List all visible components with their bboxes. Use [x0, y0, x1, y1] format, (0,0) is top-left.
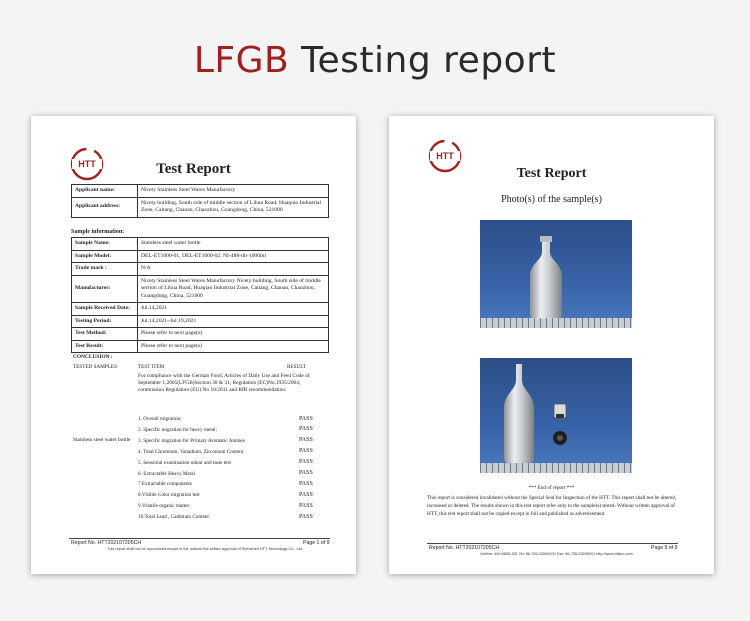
- footer-notice: This report shall not be reproduced except in full, without the written approval of Shenzhen HTT Technology Co., Ltd.: [107, 547, 303, 551]
- field-value: Nicety Stainless Steel Wares Manufactory Nicety building, South side of middle section of Lihua Road, Huaqiao Industrial Zone, Caitang, Chaoan, Chaozhou, Guangdong, China, 521000: [138, 275, 329, 303]
- test-item-name: 1. Overall migration;: [138, 416, 182, 422]
- table-row: [72, 328, 329, 341]
- field-key: Trade mark :: [72, 263, 138, 276]
- field-key: Sample Name:: [72, 238, 138, 251]
- table-row: [72, 315, 329, 328]
- sample-photo-1: [480, 220, 632, 328]
- measurement-ruler: [480, 318, 632, 328]
- field-value: Please refer to next page(s): [138, 328, 329, 341]
- footer-divider: [427, 543, 678, 544]
- test-item-name: 9.Volatile organic matter: [138, 503, 190, 510]
- bottle-parts-image: [480, 358, 632, 473]
- photos-caption: Photo(s) of the sample(s): [501, 194, 602, 205]
- test-item-name: 2. Specific migration for heavy metal;: [138, 426, 217, 433]
- field-value: Jul.14,2021: [138, 303, 329, 316]
- test-item-name: 10.Total Lead , Cadmium Content: [138, 514, 209, 521]
- field-value: Stainless steel water bottle: [138, 238, 329, 251]
- sample-info-label: Sample information:: [71, 229, 125, 235]
- table-row: [72, 340, 329, 353]
- test-item-name: 7.Extractable components: [138, 481, 192, 488]
- conclusion-label: CONCLUSION :: [73, 354, 113, 360]
- field-value: N/A: [138, 263, 329, 276]
- col-tested-samples: TESTED SAMPLES: [73, 364, 117, 370]
- field-value: Please refer to next page(s): [138, 340, 329, 353]
- footer-page-number: Page 9 of 9: [651, 545, 678, 551]
- table-row: [72, 303, 329, 316]
- test-item-name: 6. Extractable Heavy Metal: [138, 470, 196, 477]
- applicant-table: [71, 184, 329, 218]
- test-item-name: 8.Visible Color migration test: [138, 492, 200, 499]
- footer-divider: [69, 538, 330, 539]
- report-page-2: [389, 116, 714, 574]
- table-row: [72, 250, 329, 263]
- test-item-result: PASS: [299, 491, 313, 498]
- report-title: Test Report: [516, 166, 587, 181]
- report-title: Test Report: [156, 161, 231, 177]
- test-item-result: PASS: [299, 448, 313, 455]
- field-value: Nicety building, South side of middle section of Lihua Road, Huaquio Industrial Zone, Caitang, Chaoan, Chaozhou, Guangdong, China, 521000: [138, 197, 329, 217]
- field-value: Jul.14,2021~Jul.19,2021: [138, 315, 329, 328]
- compliance-intro: For compliance with the German Food, Articles of Daily Use and Feed Code of September 1,2005(LFGB)Section 30 & 31, Regulation (EC)No.1935/2004, commission Regulation (EU) No 10/2011 and BfR recommendation:: [138, 373, 310, 394]
- field-key: Applicant name:: [72, 185, 138, 198]
- footer-contact: Hotline: 400-6655-351 Tel: 86-755-23595200 Fax: 86-755-23595201 http://www.httpro.com: [480, 552, 633, 556]
- test-item-result: PASS: [299, 437, 313, 444]
- test-item-result: PASS: [299, 415, 313, 422]
- headline-rest: Testing report: [289, 40, 557, 81]
- test-item-result: PASS: [299, 480, 313, 487]
- test-item-result: PASS: [299, 513, 313, 520]
- field-key: Applicant address:: [72, 197, 138, 217]
- sample-photo-2: [480, 358, 632, 473]
- field-key: Sample Model:: [72, 250, 138, 263]
- field-value: Nicety Stainless Steel Wares Manufactory: [138, 185, 329, 198]
- table-row: [72, 275, 329, 303]
- headline-accent: LFGB: [193, 40, 290, 81]
- bottle-image: [480, 220, 632, 328]
- field-key: Manufacturer:: [72, 275, 138, 303]
- field-key: Testing Period:: [72, 315, 138, 328]
- logo-text: HTT: [78, 159, 96, 169]
- footer-report-no: Report No. HTT202107205CH: [71, 540, 142, 546]
- test-item-name: 3. Specific migration for Primary Aromatic Amines: [138, 437, 245, 444]
- col-test-item: TEST ITEM: [138, 364, 165, 370]
- field-key: Test Method:: [72, 328, 138, 341]
- field-value: DEL-ET1000-01, DEL-ET1000-02, NI-488-tlb-1000ml: [138, 250, 329, 263]
- test-item-name: 5. Sensorial examination odour and taste test: [138, 459, 231, 466]
- table-row: [72, 185, 329, 198]
- table-row: [72, 263, 329, 276]
- report-disclaimer: This report is considered invalidated without the Special Seal for Inspection of the HTT. This report shall not be altered, increased or deleted. The results shown in this test report refer only to the sample(s) tested. Without written approval of HTT, this test report shall not be copied except in full and published as advertisement.: [427, 495, 677, 518]
- test-item-result: PASS: [299, 502, 313, 509]
- table-row: [72, 238, 329, 251]
- test-item-name: 4. Total Chromium, Vanadium, Zirconium Content: [138, 448, 244, 455]
- report-page-1: [31, 116, 356, 574]
- tested-sample-name: Stainless steel water bottle: [73, 437, 131, 443]
- footer-report-no: Report No. HTT202107205CH: [429, 545, 500, 551]
- table-row: [72, 197, 329, 217]
- test-item-result: PASS: [299, 470, 313, 476]
- footer-page-number: Page 1 of 9: [303, 540, 330, 546]
- measurement-ruler: [480, 463, 632, 473]
- field-key: Test Result:: [72, 340, 138, 353]
- logo-text: HTT: [436, 151, 454, 161]
- end-of-report: *** End of report ***: [528, 485, 575, 491]
- field-key: Sample Received Date:: [72, 303, 138, 316]
- test-item-result: PASS: [299, 459, 313, 466]
- test-item-result: PASS: [299, 426, 313, 433]
- sample-table: [71, 237, 329, 353]
- col-result: RESULT: [287, 364, 307, 370]
- page-headline: [0, 40, 750, 81]
